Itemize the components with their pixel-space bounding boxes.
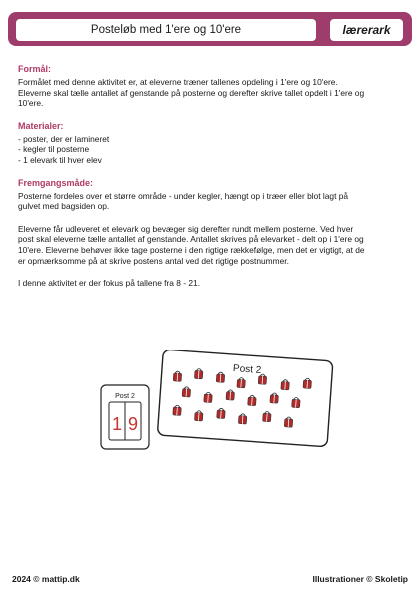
- materials-list: [18, 134, 404, 166]
- procedure-line: Eleverne får udleveret et elevark og bevæger sig derefter rundt mellem posterne. Ved hver: [18, 223, 354, 234]
- materials-item: - 1 elevark til hver elev: [18, 154, 102, 165]
- materials-item: - kegler til posterne: [18, 144, 90, 155]
- purpose-line: Eleverne skal tælle antallet af genstande på posterne og derefter skrive tallet opdelt i 1'ere og: [18, 87, 365, 98]
- card-tens-digit: 1: [111, 414, 123, 434]
- sheet-type-label: lærerark: [330, 19, 403, 41]
- illustration: [98, 350, 338, 460]
- procedure-heading: Fremgangsmåde:: [18, 177, 94, 188]
- purpose-heading: Formål:: [18, 64, 52, 74]
- procedure-line: 10'ere. Eleverne behøver ikke tage posterne i den rigtige rækkefølge, men det er vigtigt, at de: [18, 244, 365, 255]
- card-label: Post 2: [115, 393, 135, 400]
- footer-illustration-credit: Illustrationer © Skoletip: [312, 574, 408, 584]
- procedure-line: gulvet med bagsiden op.: [18, 201, 110, 212]
- focus-line: I denne aktivitet er der fokus på tallene fra 8 - 21.: [18, 278, 201, 289]
- poster-label: Post 2: [232, 363, 262, 376]
- procedure-line: Posterne fordeles over et større område - under kegler, hængt op i træer eller blot lagt på: [18, 190, 349, 201]
- post-poster: [157, 350, 333, 447]
- footer-copyright: 2024 © mattip.dk: [12, 574, 80, 584]
- procedure-line: er opmærksomme på at skrive postens antal ved det rigtige postnummer.: [18, 255, 289, 266]
- materials-heading: Materialer:: [18, 120, 64, 131]
- purpose-line: Formålet med denne aktivitet er, at eleverne træner tallenes opdeling i 1'ere og 10'ere.: [18, 77, 338, 87]
- materials-item: - poster, der er lamineret: [18, 133, 110, 144]
- content: [18, 64, 404, 289]
- answer-card: [101, 385, 149, 449]
- worksheet-title: Posteløb med 1'ere og 10'ere: [16, 19, 316, 41]
- procedure-line: post skal eleverne tælle antallet af genstande. Antallet skrives på elevarket - delt op i 1'ere og: [18, 234, 364, 245]
- purpose-line: 10'ere.: [18, 98, 44, 109]
- card-ones-digit: 9: [127, 414, 139, 434]
